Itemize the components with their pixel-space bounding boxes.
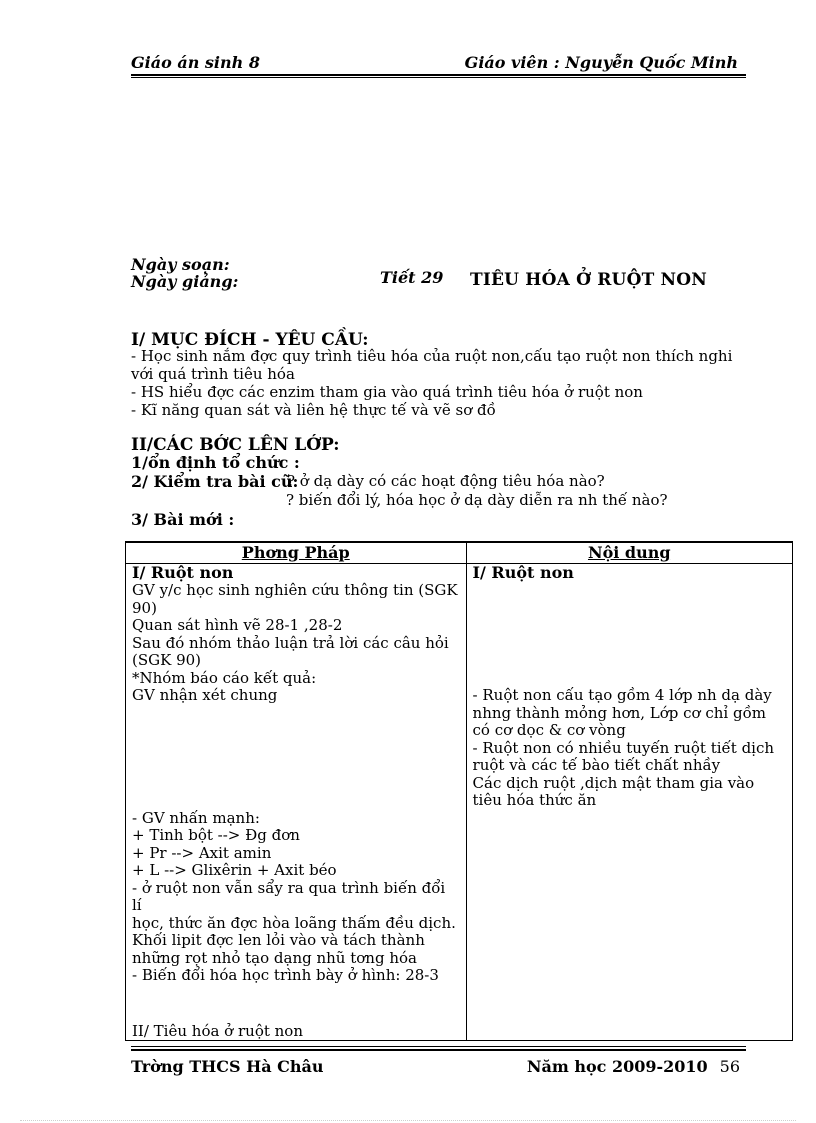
date-prepared-label: Ngày soạn: xyxy=(131,255,230,274)
date-taught-label: Ngày giảng: xyxy=(131,272,239,291)
table-header-row xyxy=(126,542,793,564)
objective-line: với quá trình tiêu hóa xyxy=(131,365,295,383)
method-line: Sau đó nhóm thảo luận trả lời các câu hỏi xyxy=(132,633,449,652)
lesson-title: TIÊU HÓA Ở RUỘT NON xyxy=(470,270,708,290)
method-line: Quan sát hình vẽ 28-1 ,28-2 xyxy=(132,616,343,634)
content-line: tiêu hóa thức ăn xyxy=(472,791,597,809)
page-number: 56 xyxy=(719,1057,740,1076)
method-line: Khối lipit đợc len lỏi vào và tách thành xyxy=(132,931,425,949)
column-header-method: Phơng Pháp xyxy=(126,542,467,564)
column-header-content: Nội dung xyxy=(466,542,792,564)
method-line: GV nhận xét chung xyxy=(132,686,278,704)
review-question-1: ? ở dạ dày có các hoạt động tiêu hóa nào? xyxy=(287,472,605,490)
content-line: nhng thành mỏng hơn, Lớp cơ chỉ gồm xyxy=(472,703,766,722)
method-line: những rọt nhỏ tạo dạng nhũ tơng hóa xyxy=(132,948,417,967)
objective-line: - Kĩ năng quan sát và liên hệ thực tế và vẽ sơ đồ xyxy=(131,401,496,419)
step-organization: 1/ổn định tổ chức : xyxy=(131,453,300,472)
step-review-label: 2/ Kiểm tra bài cũ: xyxy=(131,472,299,491)
method-line: - ở ruột non vẫn sẩy ra qua trình biến đổi lí xyxy=(132,878,446,914)
content-line: Các dịch ruột ,dịch mật tham gia vào xyxy=(472,773,755,792)
section-objectives-body xyxy=(131,347,741,419)
objective-line: - HS hiểu đợc các enzim tham gia vào quá trình tiêu hóa ở ruột non xyxy=(131,383,643,401)
content-line: có cơ dọc & cơ vòng xyxy=(472,721,626,739)
content-heading: I/ Ruột non xyxy=(472,563,574,582)
header-divider xyxy=(131,77,746,78)
footer-school: Trờng THCS Hà Châu xyxy=(131,1057,324,1076)
method-line: học, thức ăn đợc hòa loãng thấm đều dịch. xyxy=(132,913,456,932)
step-new-lesson: 3/ Bài mới : xyxy=(131,510,235,529)
page-edge-dotted-line xyxy=(20,1120,796,1121)
lesson-table xyxy=(125,541,793,1041)
objective-line: - Học sinh nắm đợc quy trình tiêu hóa của ruột non,cấu tạo ruột non thích nghi xyxy=(131,347,733,365)
method-line: GV y/c học sinh nghiên cứu thông tin (SGK xyxy=(132,581,458,599)
footer-divider-thick xyxy=(131,1049,746,1051)
section-objectives-heading: I/ MỤC ĐÍCH - YÊU CẦU: xyxy=(131,330,369,350)
method-line: - Biến đổi hóa học trình bày ở hình: 28-3 xyxy=(132,966,439,984)
method-heading: I/ Ruột non xyxy=(132,563,234,582)
lesson-period: Tiết 29 xyxy=(380,268,444,287)
method-line: - GV nhấn mạnh: xyxy=(132,808,260,827)
content-cell xyxy=(466,564,792,1041)
method-line: + L --> Glixêrin + Axit béo xyxy=(132,861,337,879)
header-teacher: Giáo viên : Nguyễn Quốc Minh xyxy=(464,53,738,72)
method-line: 90) xyxy=(132,598,157,617)
section-steps-heading: II/CÁC BỚC LÊN LỚP: xyxy=(131,435,340,455)
footer-year-page xyxy=(527,1057,740,1076)
method-cell xyxy=(126,564,467,1041)
lesson-dates xyxy=(131,256,238,290)
method-line: (SGK 90) xyxy=(132,651,202,669)
header-subject: Giáo án sinh 8 xyxy=(131,53,260,72)
content-line: - Ruột non cấu tạo gồm 4 lớp nh dạ dày xyxy=(472,686,772,704)
method-subheading: II/ Tiêu hóa ở ruột non xyxy=(132,1021,303,1040)
review-question-2: ? biến đổi lý, hóa học ở dạ dày diễn ra nh thế nào? xyxy=(286,491,668,509)
method-line: + Pr --> Axit amin xyxy=(132,843,272,862)
page-header xyxy=(131,52,746,76)
table-row xyxy=(126,564,793,1041)
method-line: *Nhóm báo cáo kết quả: xyxy=(132,668,317,687)
content-line: - Ruột non có nhiều tuyến ruột tiết dịch xyxy=(472,738,775,757)
footer-year: Năm học 2009-2010 xyxy=(526,1057,708,1076)
footer-divider xyxy=(131,1046,746,1047)
method-line: + Tinh bột --> Đg đơn xyxy=(132,826,300,844)
content-line: ruột và các tế bào tiết chất nhầy xyxy=(472,756,721,774)
